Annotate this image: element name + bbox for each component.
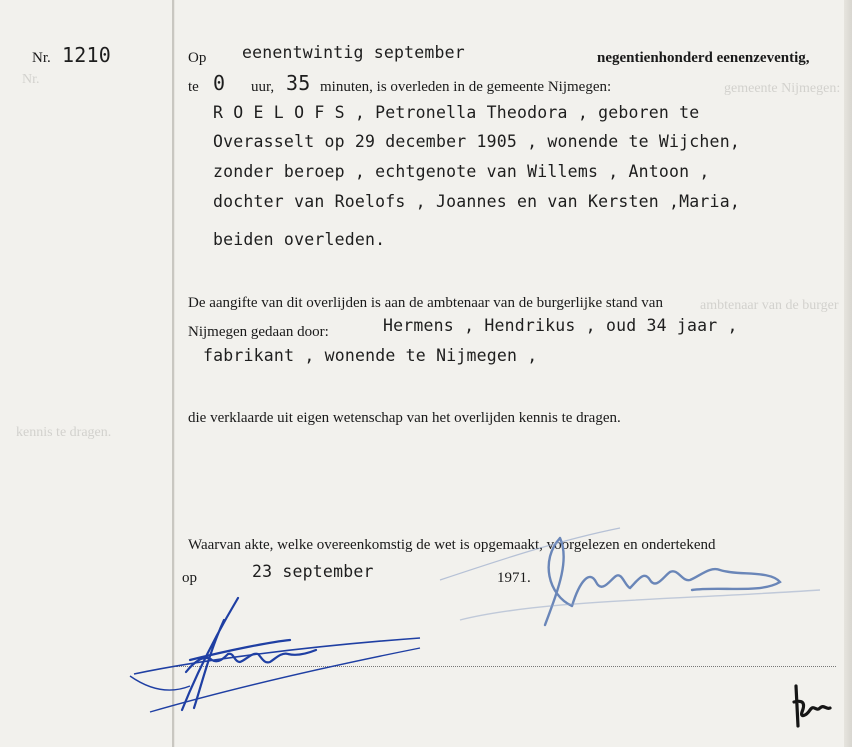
closing-op-label: op	[182, 570, 197, 586]
record-number-label: Nr.	[32, 50, 51, 66]
uur-label: uur,	[251, 79, 275, 95]
signature-icon	[120, 590, 440, 720]
knowledge-statement: die verklaarde uit eigen wetenschap van het overlijden kennis te dragen.	[188, 410, 621, 426]
death-day: eenentwintig september	[242, 43, 465, 62]
record-number: 1210	[62, 43, 111, 67]
page-edge	[844, 0, 852, 747]
declarant-line: fabrikant , wonende te Nijmegen ,	[203, 346, 538, 365]
te-label: te	[188, 79, 199, 95]
declaration-intro: Nijmegen gedaan door:	[188, 324, 329, 340]
deceased-line: R O E L O F S , Petronella Theodora , geboren te	[213, 103, 700, 122]
op-label: Op	[188, 50, 207, 66]
minutes-text: minuten, is overleden in de gemeente Nijmegen:	[320, 79, 612, 95]
deceased-line: Overasselt op 29 december 1905 , wonende te Wijchen,	[213, 132, 740, 151]
death-hour: 0	[213, 71, 226, 95]
signature-icon	[420, 520, 820, 640]
deceased-line: dochter van Roelofs , Joannes en van Kersten ,Maria,	[213, 192, 740, 211]
deceased-line: zonder beroep , echtgenote van Willems , Antoon ,	[213, 162, 710, 181]
death-minutes: 35	[286, 71, 311, 95]
declaration-intro: De aangifte van dit overlijden is aan de ambtenaar van de burgerlijke stand van	[188, 295, 663, 311]
bleed-text: ambtenaar van de burger	[700, 298, 839, 313]
bleed-text: kennis te dragen.	[16, 425, 112, 440]
bleed-text: Nr.	[22, 72, 40, 87]
closing-year: 1971.	[497, 570, 531, 586]
death-year: negentienhonderd eenenzeventig,	[597, 50, 810, 66]
deceased-line: beiden overleden.	[213, 230, 386, 249]
closing-statement: Waarvan akte, welke overeenkomstig de wet is opgemaakt, voorgelezen en ondertekend	[188, 537, 716, 553]
closing-date: 23 september	[252, 562, 374, 581]
declarant-line: Hermens , Hendrikus , oud 34 jaar ,	[383, 316, 738, 335]
initials-icon	[788, 682, 838, 732]
bleed-text: gemeente Nijmegen:	[724, 81, 841, 96]
